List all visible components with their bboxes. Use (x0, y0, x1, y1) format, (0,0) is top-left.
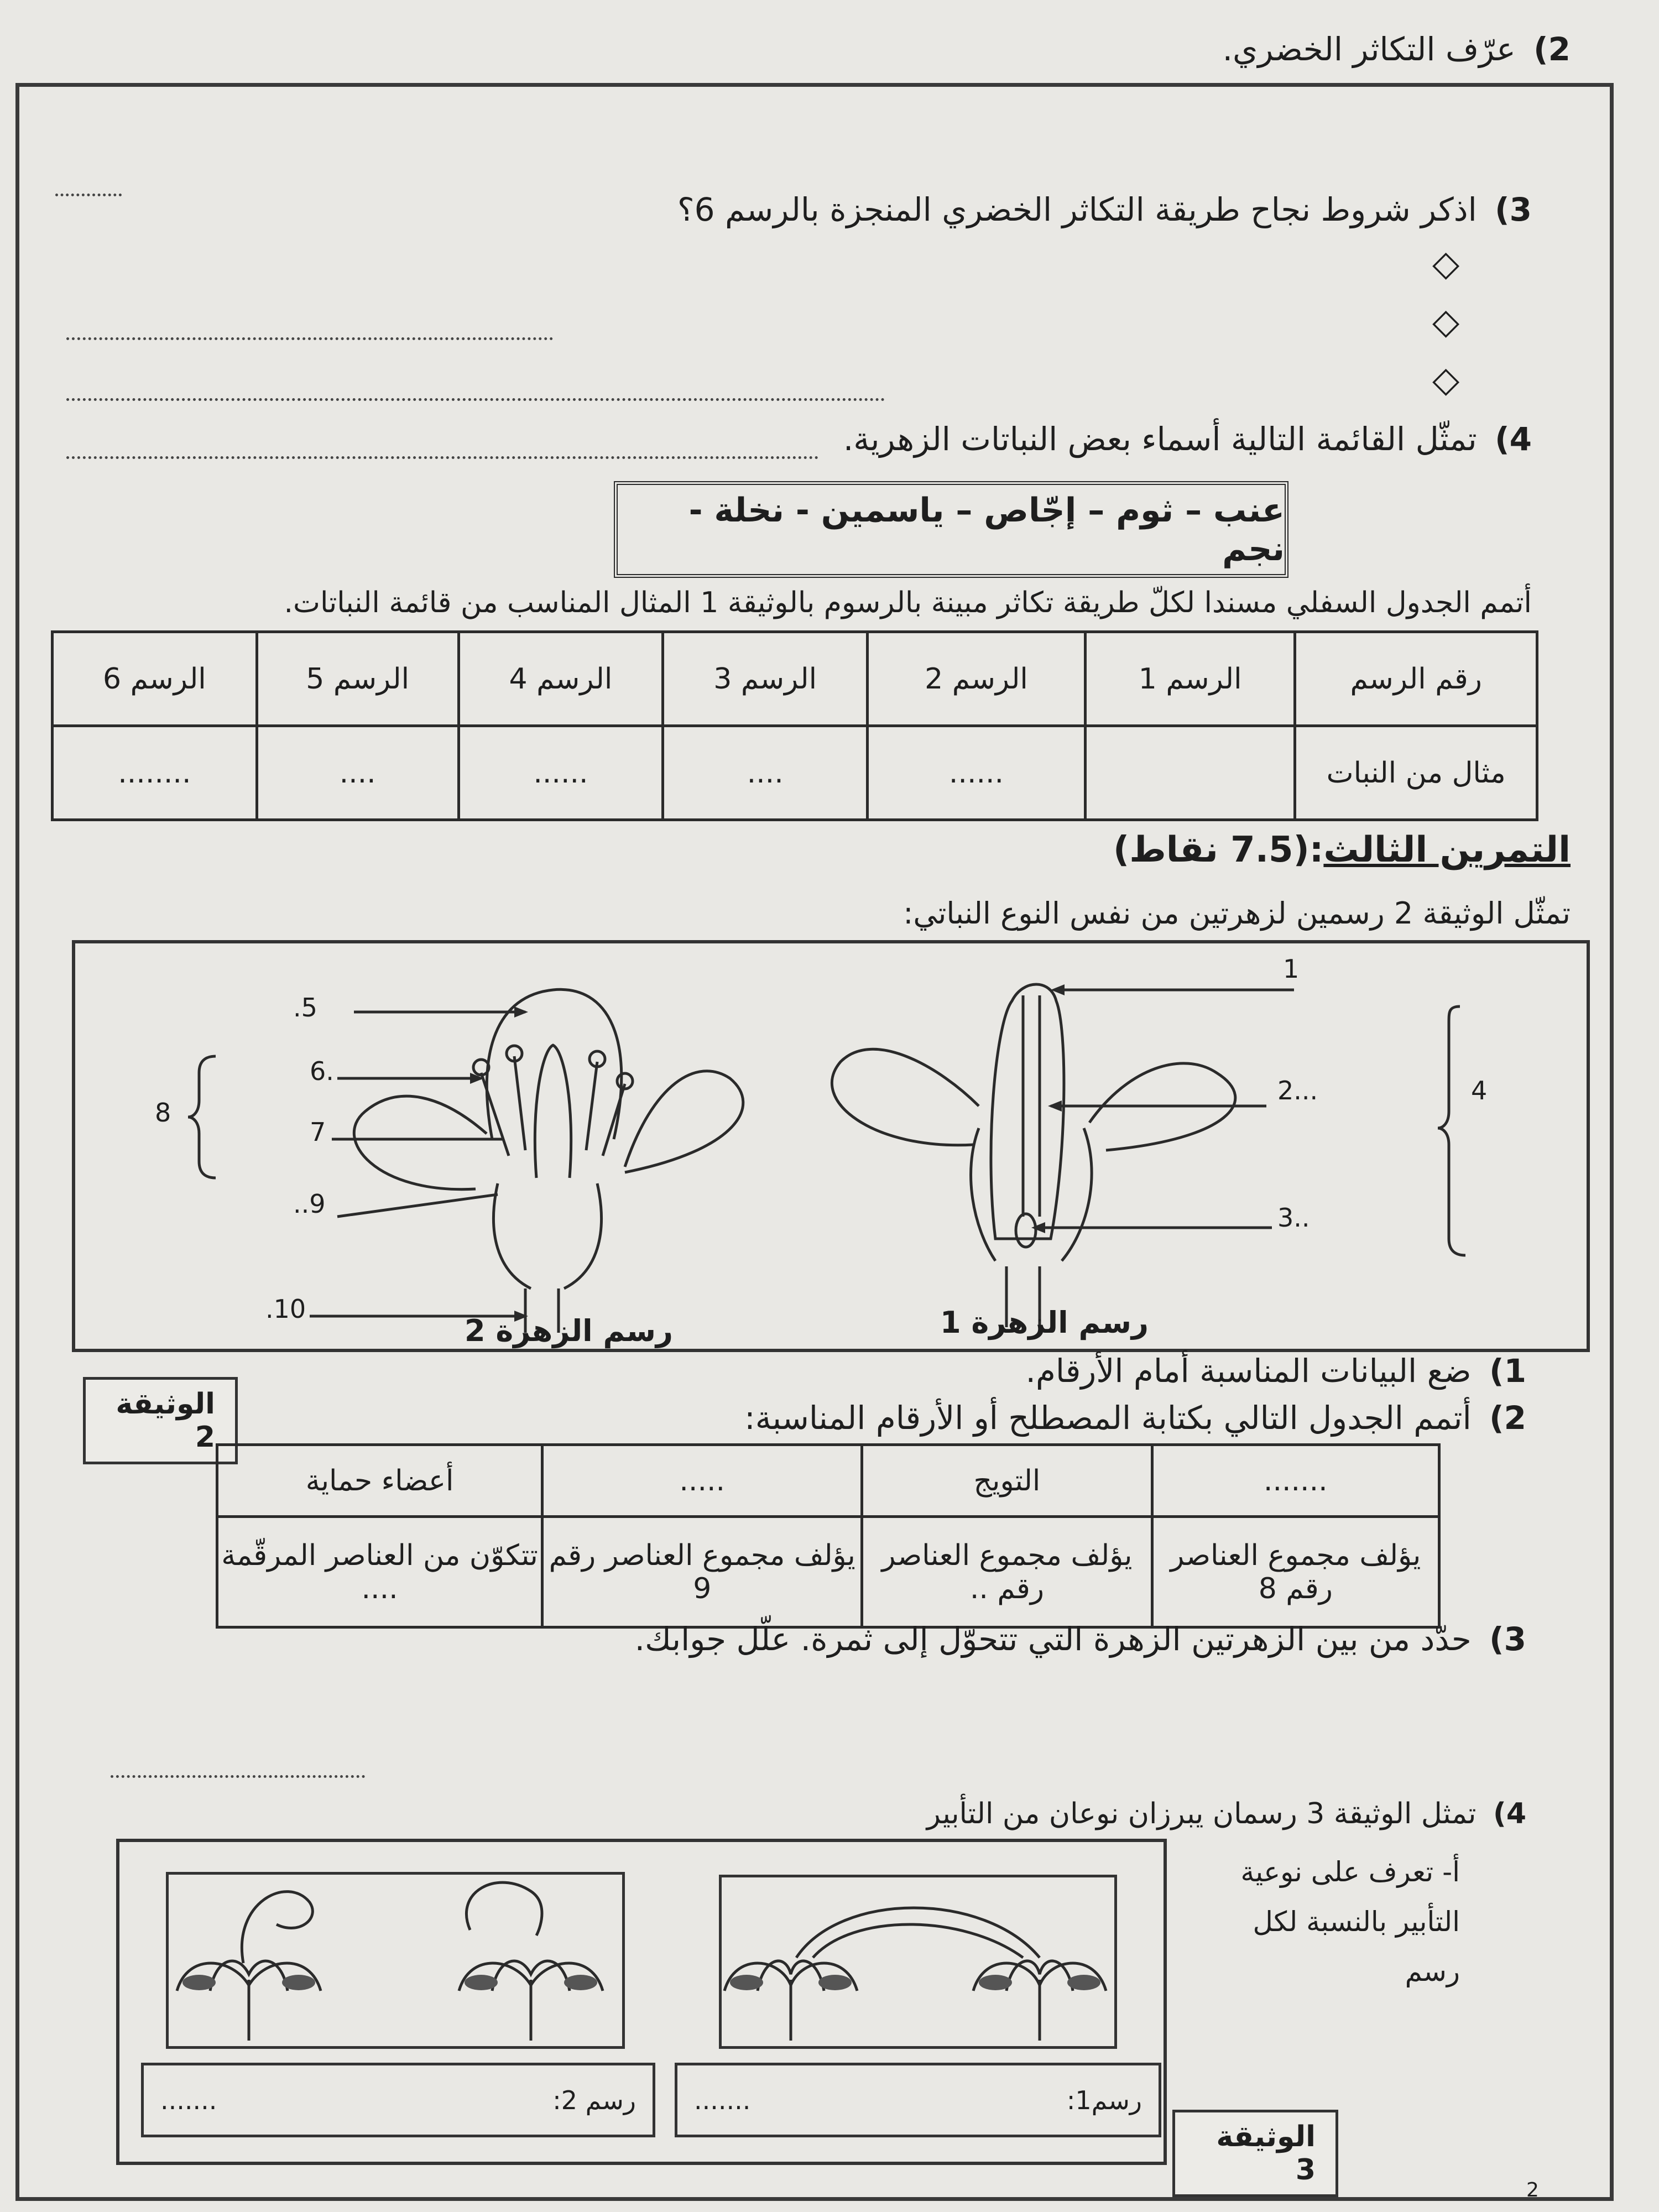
table-header-cell: التويج (862, 1445, 1152, 1517)
table-row-header: مثال من النبات (1295, 726, 1537, 820)
document-2-label: الوثيقة 2 (83, 1377, 238, 1464)
flower1-caption: رسم الزهرة 1 (940, 1305, 1149, 1340)
label-4: 4 (1471, 1076, 1488, 1105)
label-10: .10 (265, 1294, 306, 1324)
answer-cell[interactable]: ...... (458, 726, 663, 820)
question-text: اذكر شروط نجاح طريقة التكاثر الخضري المنجزة بالرسم 6؟ (677, 191, 1477, 228)
drawing-label: رسم 2: (552, 2085, 636, 2115)
label-7: 7 (310, 1117, 326, 1147)
question-text: تمثّل القائمة التالية أسماء بعض النباتات الزهرية. (843, 420, 1477, 458)
answer-cell[interactable]: ........ (53, 726, 257, 820)
document-3-label: الوثيقة 3 (1172, 2110, 1338, 2197)
table-cell: يؤلف مجموع العناصر رقم 9 (542, 1517, 862, 1627)
table-header-cell[interactable]: ....... (1152, 1445, 1439, 1517)
question-number: 4) (1493, 1797, 1526, 1830)
question-number: 3) (1495, 191, 1532, 228)
question-number: 1) (1489, 1352, 1526, 1390)
question-number: 2) (1533, 30, 1571, 68)
table-header-cell: الرسم 4 (458, 632, 663, 726)
question-text: عرّف التكاثر الخضري. (1222, 30, 1516, 68)
question-text: أتمم الجدول التالي بكتابة المصطلح أو الأرقام المناسبة: (744, 1399, 1472, 1437)
table-row-header: رقم الرسم (1295, 632, 1537, 726)
table-instruction: أتمم الجدول السفلي مسندا لكلّ طريقة تكاثر مبينة بالرسوم بالوثيقة 1 المثال المناسب من قائمة النباتات. (284, 586, 1532, 619)
label-8: 8 (155, 1098, 171, 1128)
table-cell: تتكوّن من العناصر المرقّمة .... (217, 1517, 542, 1627)
table-header-cell: أعضاء حماية (217, 1445, 542, 1517)
question-text: حدّد من بين الزهرتين الزهرة التي تتحوّل إلى ثمرة. علّل جوابك. (634, 1620, 1472, 1658)
drawing-1-answer-box[interactable] (675, 2063, 1161, 2137)
label-2: 2... (1277, 1076, 1318, 1105)
question-number: 3) (1489, 1620, 1526, 1658)
plant-list-box: عنب – ثوم – إجّاص – ياسمين - نخلة - نجم (614, 481, 1288, 578)
table-header-cell: الرسم 1 (1085, 632, 1295, 726)
answer-cell[interactable]: .... (663, 726, 868, 820)
table-header-cell: الرسم 5 (257, 632, 458, 726)
page-number: 2 (1526, 2179, 1539, 2201)
exercise-title: التمرين الثالث (1323, 830, 1571, 870)
label-9: ..9 (293, 1189, 326, 1219)
question-number: 2) (1489, 1399, 1526, 1437)
bullet-icon: ◇ (1432, 301, 1460, 342)
question-number: 4) (1495, 420, 1532, 458)
bullet-icon: ◇ (1432, 359, 1460, 400)
ex3-question-4a: أ- تعرف على نوعية التأبير بالنسبة لكل رسم (1240, 1856, 1460, 1987)
exercise-intro: تمثّل الوثيقة 2 رسمين لزهرتين من نفس النوع النباتي: (903, 896, 1571, 931)
question-text: ضع البيانات المناسبة أمام الأرقام. (1025, 1352, 1472, 1390)
table-header-cell: الرسم 2 (868, 632, 1086, 726)
table-cell: يؤلف مجموع العناصر رقم 8 (1152, 1517, 1439, 1627)
drawing-2-answer-box[interactable] (141, 2063, 655, 2137)
exercise-points: :(7.5 نقاط) (1113, 830, 1324, 870)
answer-dots: ....... (694, 2085, 751, 2115)
table-header-cell: الرسم 3 (663, 632, 868, 726)
table-header-cell[interactable]: ..... (542, 1445, 862, 1517)
answer-cell[interactable]: .... (257, 726, 458, 820)
label-6: 6. (310, 1056, 334, 1086)
table-cell: يؤلف مجموع العناصر رقم .. (862, 1517, 1152, 1627)
flower2-caption: رسم الزهرة 2 (465, 1313, 674, 1348)
answer-dots: ....... (160, 2085, 217, 2115)
table-header-cell: الرسم 6 (53, 632, 257, 726)
label-1: 1 (1283, 954, 1300, 984)
answer-cell[interactable]: ...... (868, 726, 1086, 820)
drawing-label: رسم1: (1066, 2085, 1142, 2115)
label-5: .5 (293, 993, 317, 1022)
label-3: 3.. (1277, 1203, 1310, 1233)
question-text: تمثل الوثيقة 3 رسمان يبرزان نوعان من التأبير (926, 1797, 1477, 1830)
bullet-icon: ◇ (1432, 243, 1460, 284)
